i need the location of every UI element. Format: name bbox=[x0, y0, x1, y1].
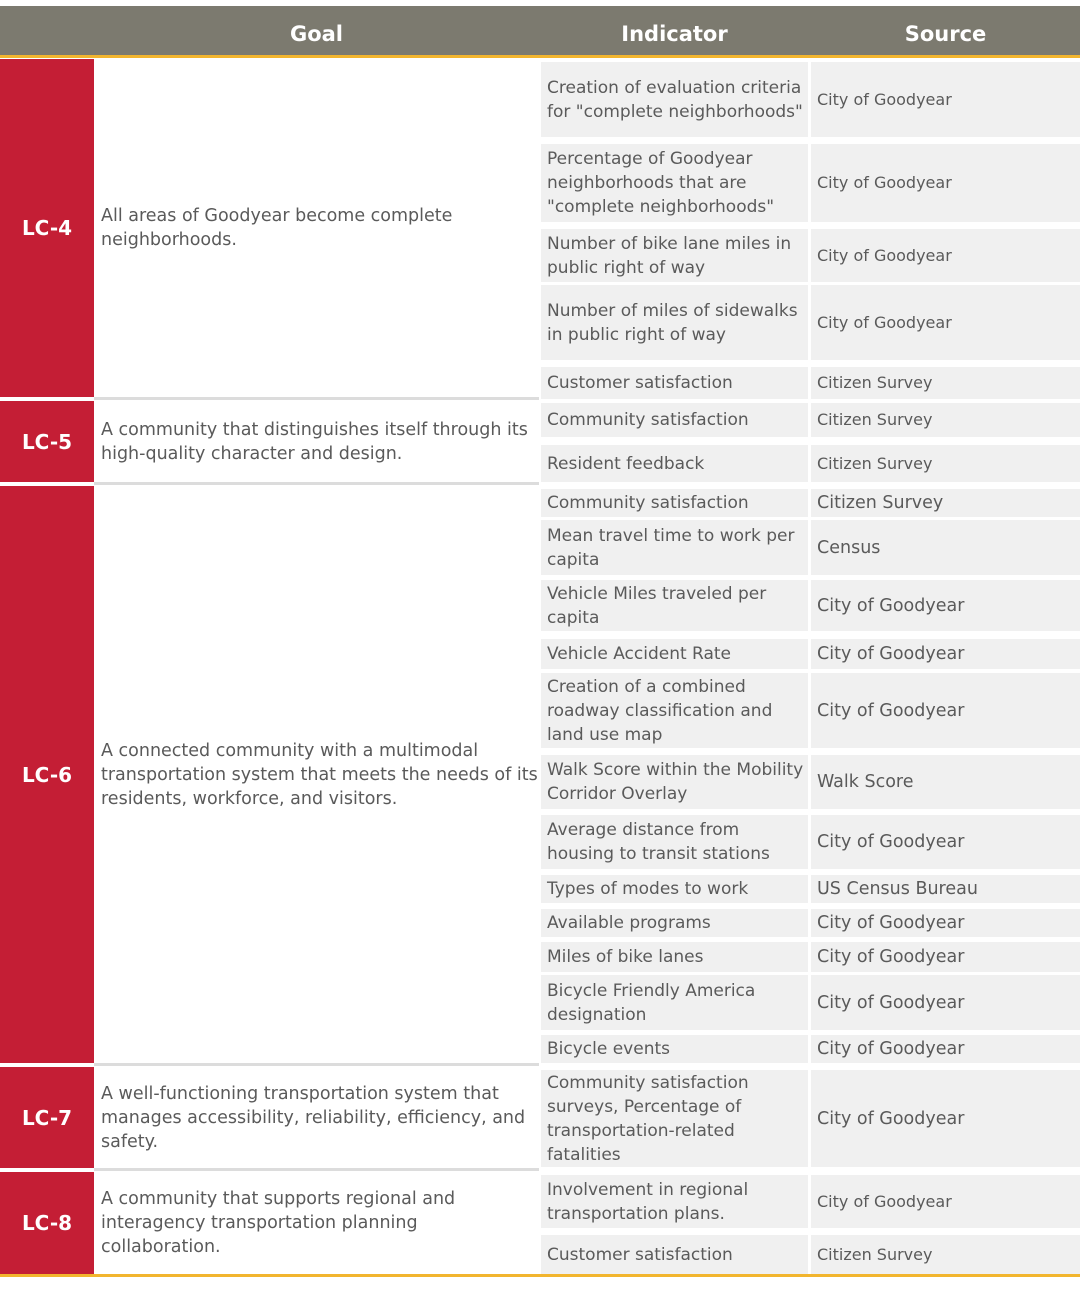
indicator-cell: Creation of a combined roadway classification and land use map bbox=[541, 673, 808, 748]
indicator-cell: Number of miles of sidewalks in public right of way bbox=[541, 285, 808, 360]
source-cell: Walk Score bbox=[811, 755, 1080, 809]
goal-code-cell: LC-8 bbox=[0, 1172, 94, 1274]
goal-code-cell: LC-7 bbox=[0, 1067, 94, 1168]
source-cell: City of Goodyear bbox=[811, 815, 1080, 869]
source-cell: US Census Bureau bbox=[811, 875, 1080, 903]
source-cell: City of Goodyear bbox=[811, 1175, 1080, 1228]
source-cell: City of Goodyear bbox=[811, 639, 1080, 669]
source-cell: City of Goodyear bbox=[811, 229, 1080, 282]
indicator-cell: Community satisfaction bbox=[541, 489, 808, 517]
source-cell: Citizen Survey bbox=[811, 1235, 1080, 1274]
source-cell: City of Goodyear bbox=[811, 144, 1080, 222]
indicator-cell: Customer satisfaction bbox=[541, 1235, 808, 1274]
goal-description-cell: All areas of Goodyear become complete neighborhoods. bbox=[94, 59, 539, 397]
goal-row-divider bbox=[94, 397, 539, 400]
source-cell: City of Goodyear bbox=[811, 285, 1080, 360]
source-cell: City of Goodyear bbox=[811, 62, 1080, 137]
indicator-cell: Miles of bike lanes bbox=[541, 942, 808, 972]
indicator-cell: Available programs bbox=[541, 909, 808, 937]
indicator-cell: Percentage of Goodyear neighborhoods that are "complete neighborhoods" bbox=[541, 144, 808, 222]
goal-description-cell: A well-functioning transportation system that manages accessibility, reliability, efficiency, and safety. bbox=[94, 1067, 539, 1168]
goal-description-cell: A connected community with a multimodal transportation system that meets the needs of its residents, workforce, and visitors. bbox=[94, 486, 539, 1063]
indicator-cell: Involvement in regional transportation plans. bbox=[541, 1175, 808, 1228]
source-cell: Citizen Survey bbox=[811, 403, 1080, 437]
goal-row-divider bbox=[94, 1063, 539, 1066]
goal-row-divider bbox=[94, 482, 539, 485]
indicator-cell: Vehicle Miles traveled per capita bbox=[541, 580, 808, 631]
source-cell: Citizen Survey bbox=[811, 367, 1080, 399]
source-cell: Citizen Survey bbox=[811, 445, 1080, 482]
table-bottom-rule bbox=[0, 1274, 1080, 1277]
source-cell: City of Goodyear bbox=[811, 975, 1080, 1030]
goal-code-cell: LC-5 bbox=[0, 401, 94, 482]
source-cell: City of Goodyear bbox=[811, 673, 1080, 748]
goal-description-cell: A community that distinguishes itself through its high-quality character and design. bbox=[94, 401, 539, 482]
indicator-cell: Community satisfaction surveys, Percentage of transportation-related fatalities bbox=[541, 1070, 808, 1167]
source-cell: City of Goodyear bbox=[811, 1070, 1080, 1167]
header-source: Source bbox=[904, 22, 987, 46]
table-header bbox=[0, 6, 1080, 58]
header-indicator: Indicator bbox=[621, 22, 728, 46]
goal-code-cell: LC-4 bbox=[0, 59, 94, 397]
indicator-cell: Creation of evaluation criteria for "complete neighborhoods" bbox=[541, 62, 808, 137]
indicator-cell: Number of bike lane miles in public right of way bbox=[541, 229, 808, 282]
goal-description-cell: A community that supports regional and interagency transportation planning collaboration. bbox=[94, 1172, 539, 1274]
indicator-cell: Mean travel time to work per capita bbox=[541, 520, 808, 575]
source-cell: City of Goodyear bbox=[811, 580, 1080, 631]
indicator-cell: Community satisfaction bbox=[541, 403, 808, 437]
source-cell: City of Goodyear bbox=[811, 909, 1080, 937]
indicator-cell: Customer satisfaction bbox=[541, 367, 808, 399]
source-cell: Citizen Survey bbox=[811, 489, 1080, 517]
indicator-cell: Resident feedback bbox=[541, 445, 808, 482]
source-cell: Census bbox=[811, 520, 1080, 575]
indicator-cell: Vehicle Accident Rate bbox=[541, 639, 808, 669]
goal-code-cell: LC-6 bbox=[0, 486, 94, 1063]
indicator-cell: Average distance from housing to transit stations bbox=[541, 815, 808, 869]
indicator-cell: Walk Score within the Mobility Corridor Overlay bbox=[541, 755, 808, 809]
indicator-cell: Types of modes to work bbox=[541, 875, 808, 903]
goal-row-divider bbox=[94, 1168, 539, 1171]
indicator-cell: Bicycle events bbox=[541, 1035, 808, 1063]
source-cell: City of Goodyear bbox=[811, 1035, 1080, 1063]
indicator-cell: Bicycle Friendly America designation bbox=[541, 975, 808, 1030]
source-cell: City of Goodyear bbox=[811, 942, 1080, 972]
header-goal: Goal bbox=[289, 22, 344, 46]
